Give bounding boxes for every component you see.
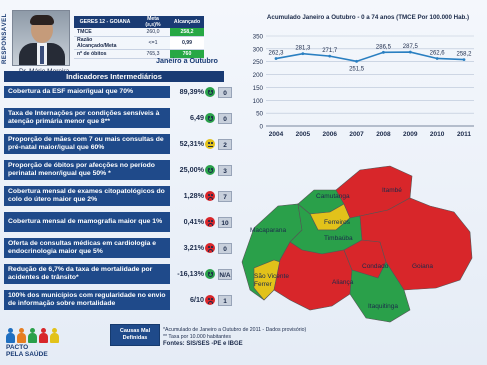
y-tick-label: 350 <box>252 33 263 41</box>
status-red-face-icon <box>205 243 215 253</box>
indicator-count-badge[interactable]: 0 <box>218 243 232 254</box>
goal-row-meta: 260,0 <box>136 28 170 37</box>
indicator-label[interactable]: 100% dos municípios com regularidade no envio de informação sobre mortalidade <box>4 290 170 310</box>
goal-row-achieved: 0,99 <box>170 37 204 50</box>
goal-table-row <box>74 37 204 50</box>
y-tick-label: 250 <box>252 59 263 67</box>
causes-ill-defined-button[interactable]: Causas Mal Definidas <box>110 324 160 346</box>
indicator-count-badge[interactable]: 0 <box>218 113 232 124</box>
map-label: Ferrer <box>254 281 272 288</box>
responsible-photo <box>12 10 70 66</box>
indicator-label[interactable]: Taxa de Internações por condições sensíveis à atenção primária menor que 8** <box>4 108 170 128</box>
chart-title: Acumulado Janeiro a Outubro - 0 a 74 anos (TMCE Por 100.000 Hab.) <box>266 14 470 21</box>
status-red-face-icon <box>205 295 215 305</box>
logo-text-2: PELA SAÚDE <box>6 351 48 358</box>
data-point <box>382 51 385 54</box>
indicator-count-badge[interactable]: 2 <box>218 139 232 150</box>
indicator-label[interactable]: Cobertura mensal de exames citopatológicos do colo do útero maior que 2% <box>4 186 170 206</box>
data-point <box>409 51 412 54</box>
status-red-face-icon <box>205 191 215 201</box>
x-tick-label: 2010 <box>429 131 445 138</box>
y-tick-label: 100 <box>252 97 263 105</box>
goal-row-achieved: 258,2 <box>170 28 204 37</box>
indicator-value: 1,28% <box>183 191 204 200</box>
responsible-label: RESPONSÁVEL <box>2 13 8 65</box>
y-tick-label: 200 <box>252 72 263 80</box>
indicator-value: 6/10 <box>190 295 204 304</box>
data-label: 271,7 <box>322 48 338 55</box>
footnotes <box>163 327 306 348</box>
section-title: Indicadores Intermediários <box>4 71 224 82</box>
indicator-value: 52,31% <box>179 139 204 148</box>
goal-table-header-meta: Meta (≥,≤)% <box>136 16 170 28</box>
data-label: 251,5 <box>349 66 365 73</box>
map-label: Aliança <box>332 279 354 286</box>
x-tick-label: 2009 <box>403 131 418 138</box>
x-tick-label: 2008 <box>376 131 391 138</box>
y-tick-label: 0 <box>259 123 263 131</box>
indicator-count-badge[interactable]: 3 <box>218 165 232 176</box>
indicator-value: 89,39% <box>179 87 204 96</box>
x-tick-label: 2005 <box>295 131 311 138</box>
map-label: Itaquitinga <box>368 303 398 310</box>
indicator-label[interactable]: Proporção de óbitos por afecções no período perinatal menor/igual que 50% * <box>4 160 170 180</box>
goal-row-meta: <=1 <box>136 37 170 50</box>
x-tick-label: 2006 <box>322 131 337 138</box>
map-label: Timbaúba <box>324 235 353 242</box>
footnote-rate: ** Taxa por 10.000 habitantes <box>163 334 231 340</box>
region-map <box>240 150 476 328</box>
mortality-line-chart <box>242 30 482 145</box>
goal-row-achieved: 760 <box>170 50 204 59</box>
y-tick-label: 50 <box>256 110 263 118</box>
x-tick-label: 2011 <box>456 131 472 138</box>
data-label: 258,2 <box>456 51 472 58</box>
status-green-face-icon <box>205 113 215 123</box>
indicator-label[interactable]: Proporção de mães com 7 ou mais consultas de pré-natal maior/igual que 60% <box>4 134 170 154</box>
status-red-face-icon <box>205 217 215 227</box>
map-label: Condado <box>362 263 389 270</box>
x-tick-label: 2007 <box>349 131 364 138</box>
data-point <box>355 60 358 63</box>
status-yellow-face-icon <box>205 139 215 149</box>
indicator-value: 6,49 <box>190 113 204 122</box>
indicator-value: 25,00% <box>179 165 204 174</box>
status-green-face-icon <box>205 269 215 279</box>
indicator-label[interactable]: Oferta de consultas médicas em cardiologia e endocrinologia maior que 5% <box>4 238 170 258</box>
x-tick-label: 2004 <box>268 131 284 138</box>
data-point <box>463 58 466 61</box>
map-label: São Vicente <box>254 273 289 280</box>
status-green-face-icon <box>205 87 215 97</box>
goal-table <box>74 16 204 59</box>
goal-table-row <box>74 28 204 37</box>
data-label: 262,3 <box>268 50 284 57</box>
indicator-value: -16,13% <box>177 269 204 278</box>
data-point <box>328 55 331 58</box>
map-label: Macaparana <box>250 227 287 234</box>
logo-text-1: PACTO <box>6 344 29 351</box>
footnote-accumulated: *Acumulado de Janeiro a Outubro de 2011 - Dados provisório) <box>163 327 307 333</box>
goal-table-header-achieved: Alcançado <box>170 16 204 28</box>
indicator-label[interactable]: Cobertura mensal de mamografia maior que 1% <box>4 212 170 232</box>
data-label: 262,6 <box>429 50 445 57</box>
status-green-face-icon <box>205 165 215 175</box>
map-label: Ferreiros <box>324 219 351 226</box>
indicator-label[interactable]: Cobertura da ESF maior/igual que 70% <box>4 86 170 98</box>
indicator-value: 3,21% <box>183 243 204 252</box>
indicator-label[interactable]: Redução de 6,7% da taxa de mortalidade por acidentes de trânsito* <box>4 264 170 284</box>
indicator-count-badge[interactable]: 0 <box>218 87 232 98</box>
indicator-count-badge[interactable]: 7 <box>218 191 232 202</box>
y-tick-label: 150 <box>252 84 263 92</box>
period-label: Janeiro a Outubro <box>156 56 218 65</box>
indicator-count-badge[interactable]: N/A <box>218 269 232 280</box>
data-point <box>301 52 304 55</box>
data-label: 281,3 <box>295 45 311 52</box>
data-point <box>275 57 278 60</box>
goal-table-header-region: GERES 12 - GOIANA <box>74 16 136 28</box>
indicator-count-badge[interactable]: 10 <box>218 217 232 228</box>
map-label: Camutanga <box>316 193 350 200</box>
goal-row-label: nº de óbitos <box>74 50 136 59</box>
pacto-pela-saude-logo <box>4 328 70 360</box>
data-label: 287,5 <box>402 44 418 51</box>
data-point <box>436 57 439 60</box>
map-label: Goiana <box>412 263 433 270</box>
data-label: 286,5 <box>375 44 391 51</box>
goal-row-meta: 765,3 <box>136 50 170 59</box>
map-label: Itambé <box>382 187 402 194</box>
goal-row-label: Razão Alcançado/Meta <box>74 37 136 50</box>
goal-row-label: TMCE <box>74 28 136 37</box>
indicator-count-badge[interactable]: 1 <box>218 295 232 306</box>
indicator-value: 0,41% <box>183 217 204 226</box>
footnote-source: Fontes: SIS/SES -PE e IBGE <box>163 341 243 347</box>
y-tick-label: 300 <box>252 46 263 54</box>
